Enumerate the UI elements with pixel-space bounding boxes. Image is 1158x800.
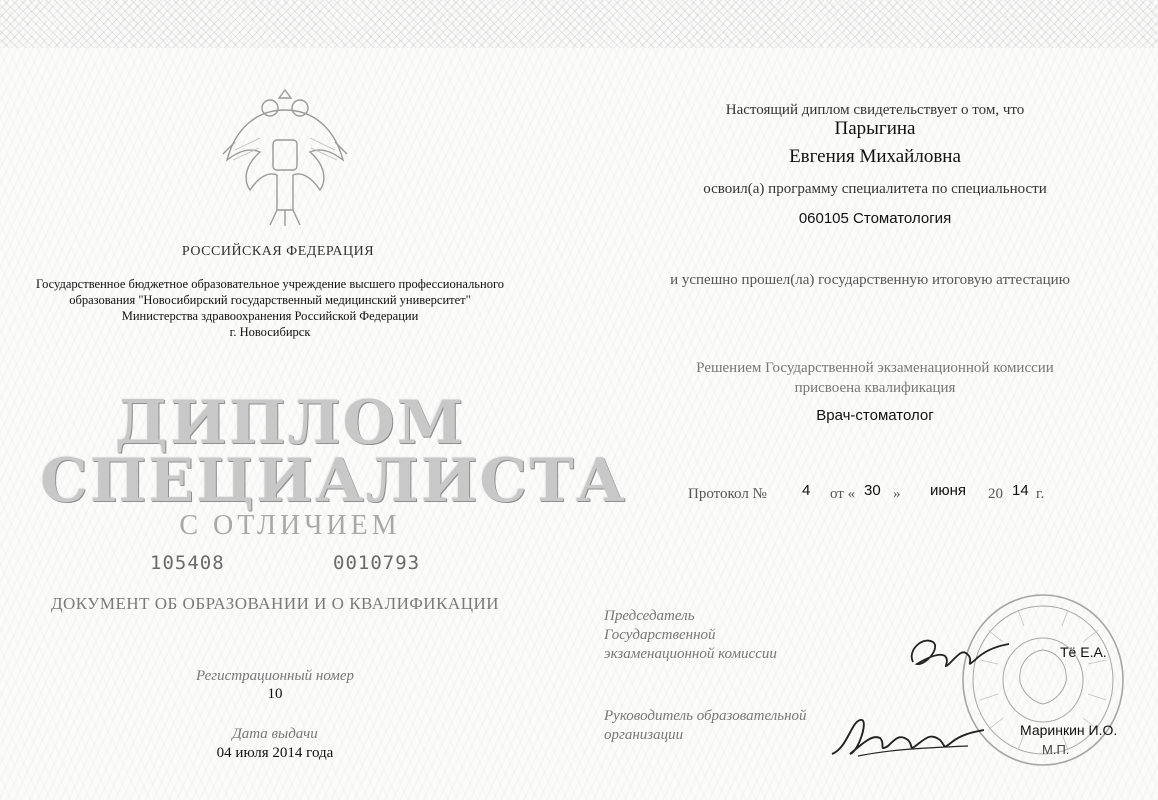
- head-name: Маринкин И.О.: [1020, 722, 1118, 738]
- intro-text: Настоящий диплом свидетельствует о том, что: [725, 102, 1025, 118]
- head-title-line: Руководитель образовательной: [604, 708, 807, 724]
- commission-text-2: присвоена квалификация: [794, 380, 956, 396]
- issue-date: 04 июля 2014 года: [216, 745, 334, 761]
- qualification-value: Врач-стоматолог: [816, 407, 934, 424]
- diploma-title-line1: ДИПЛОМ: [114, 388, 466, 458]
- head-signature-icon: [828, 708, 988, 766]
- chair-title-line: Государственной: [604, 627, 716, 643]
- institution-block: [20, 276, 520, 340]
- decorative-top-band: [0, 0, 1158, 48]
- coat-of-arms-icon: [215, 80, 355, 230]
- document-type: ДОКУМЕНТ ОБ ОБРАЗОВАНИИ И О КВАЛИФИКАЦИИ: [50, 594, 500, 613]
- head-title-line: организации: [604, 727, 684, 743]
- institution-line: Государственное бюджетное образовательное учреждение высшего профессионального: [35, 277, 505, 291]
- protocol-year-unit: г.: [1036, 486, 1045, 502]
- chair-title-line: Председатель: [604, 608, 695, 624]
- specialty-value: 060105 Стоматология: [798, 210, 952, 227]
- commission-text: Решением Государственной экзаменационной комиссии: [696, 360, 1054, 376]
- protocol-month: июня: [930, 482, 967, 499]
- country-name: РОССИЙСКАЯ ФЕДЕРАЦИЯ: [181, 244, 375, 259]
- institution-line: образования "Новосибирский государственный медицинский университет": [69, 293, 471, 307]
- attestation-text: и успешно прошел(ла) государственную итоговую аттестацию: [670, 272, 1070, 288]
- protocol-number: 4: [802, 482, 811, 499]
- protocol-year-suffix: 14: [1012, 482, 1029, 499]
- seal-mark: М.П.: [1042, 742, 1070, 757]
- institution-line: Министерства здравоохранения Российской Федерации: [121, 309, 419, 323]
- protocol-year-prefix: 20: [988, 486, 1003, 502]
- chair-signature-icon: [905, 628, 1015, 676]
- registration-label: Регистрационный номер: [195, 668, 354, 684]
- serial-number: 0010793: [333, 552, 421, 574]
- holder-given-names: Евгения Михайловна: [789, 146, 961, 167]
- institution-line: г. Новосибирск: [229, 325, 311, 339]
- registration-number: 10: [267, 686, 283, 702]
- program-text: освоил(а) программу специалитета по специальности: [703, 181, 1047, 197]
- serial-series: 105408: [150, 552, 225, 574]
- protocol-day: 30: [864, 482, 881, 499]
- diploma-title-line2: СПЕЦИАЛИСТА: [40, 446, 627, 516]
- issue-date-label: Дата выдачи: [232, 726, 318, 742]
- holder-surname: Парыгина: [834, 118, 916, 139]
- protocol-from: от «: [830, 486, 856, 502]
- protocol-label: Протокол №: [688, 486, 767, 502]
- chair-title-line: экзаменационной комиссии: [604, 646, 777, 662]
- protocol-close-quote: »: [893, 486, 901, 502]
- honors-label: С ОТЛИЧИЕМ: [179, 510, 401, 541]
- chair-name: Тё Е.А.: [1060, 644, 1107, 660]
